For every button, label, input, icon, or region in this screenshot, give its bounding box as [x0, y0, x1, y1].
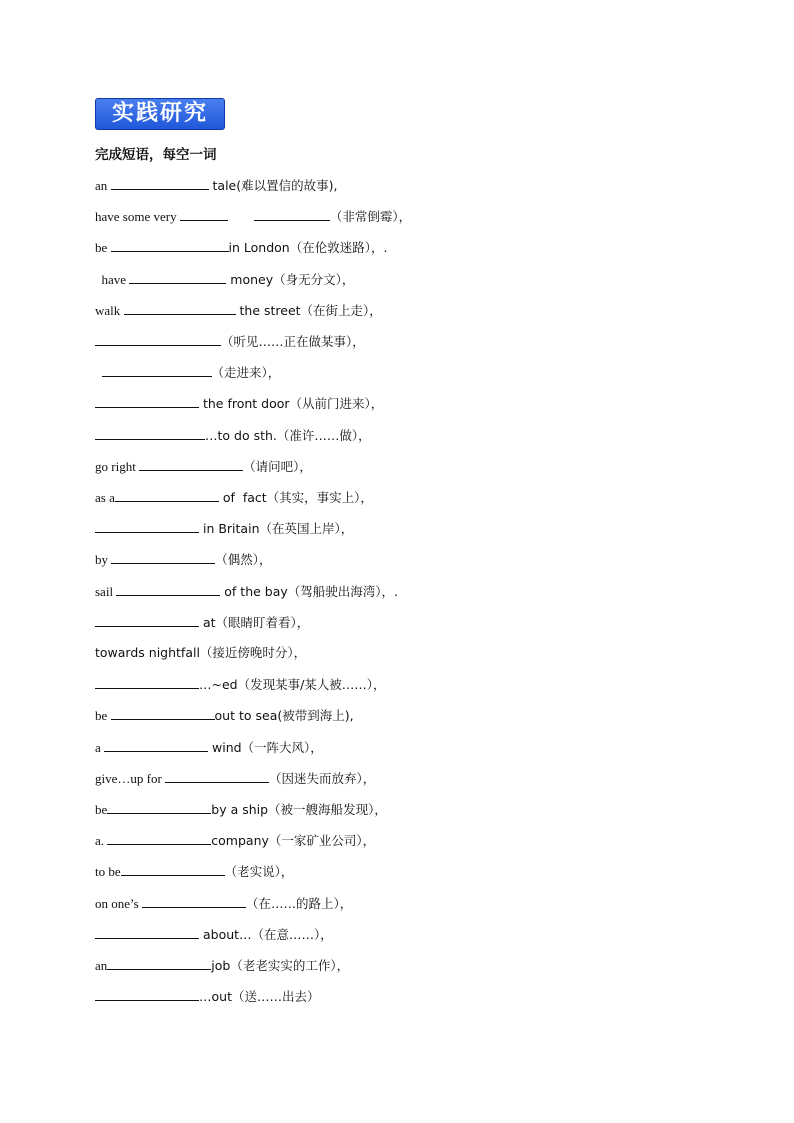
answer-blank[interactable] [95, 332, 221, 346]
answer-blank[interactable] [116, 582, 220, 596]
answer-blank[interactable] [107, 800, 211, 814]
phrase-text: wind（一阵大风）， [208, 739, 323, 755]
answer-blank[interactable] [95, 394, 199, 408]
phrase-text: （请问吧）， [243, 458, 312, 474]
answer-blank[interactable] [107, 956, 211, 970]
answer-blank[interactable] [254, 207, 330, 221]
phrase-text: towards nightfall（接近傍晚时分）， [95, 645, 307, 660]
phrase-text: a. [95, 833, 108, 849]
exercise-line [95, 176, 337, 194]
exercise-line [95, 207, 411, 225]
exercise-line [95, 800, 387, 818]
phrase-text [228, 208, 254, 226]
phrase-text: in London（在伦敦迷路），. [228, 240, 388, 256]
exercise-line [95, 831, 375, 849]
exercise-line [95, 332, 365, 350]
answer-blank[interactable] [115, 488, 219, 502]
phrase-text: …~ed（发现某事/某人被……）， [199, 677, 386, 693]
phrase-text: of fact（其实，事实上）， [218, 490, 373, 505]
exercise-line [95, 644, 306, 662]
phrase-text: have [95, 271, 130, 287]
exercise-line [95, 987, 319, 1005]
phrase-text: of the bay（驾船驶出海湾），. [220, 583, 399, 599]
answer-blank[interactable] [111, 550, 215, 564]
phrase-text: （走进来）， [211, 365, 281, 381]
section-badge: 实践研究 [95, 98, 225, 130]
exercise-line [95, 457, 312, 475]
phrase-text: （偶然）， [215, 552, 272, 568]
exercise-line [95, 394, 383, 412]
phrase-text: （听见……正在做某事）， [221, 334, 365, 349]
phrase-text: in Britain（在英国上岸）， [199, 521, 354, 537]
phrase-text: a [95, 739, 105, 755]
exercise-line [95, 769, 375, 787]
phrase-text: walk [95, 302, 124, 318]
answer-blank[interactable] [95, 925, 199, 939]
answer-blank[interactable] [139, 457, 243, 471]
phrase-text: an [95, 958, 108, 973]
phrase-text: be [95, 708, 111, 724]
exercise-line [95, 426, 371, 444]
phrase-text: an [95, 178, 111, 193]
exercise-line [95, 301, 382, 319]
exercise-line [95, 956, 349, 974]
phrase-text: be [95, 802, 108, 817]
exercise-line [95, 613, 309, 631]
exercise-line [95, 550, 272, 568]
phrase-text: by a ship（被一艘海船发现）， [211, 802, 387, 817]
phrase-text: out to sea(被带到海上), [214, 708, 354, 724]
answer-blank[interactable] [111, 238, 229, 252]
exercise-line [95, 706, 354, 724]
answer-blank[interactable] [180, 207, 228, 221]
phrase-text: the street（在街上走）， [235, 302, 382, 318]
exercise-line [95, 862, 293, 880]
phrase-text: have some very [95, 209, 180, 225]
phrase-text: money（身无分文）， [226, 271, 355, 287]
phrase-text: （在……的路上）， [245, 895, 353, 911]
exercise-line [95, 270, 354, 288]
answer-blank[interactable] [165, 769, 269, 783]
phrase-text: be [95, 240, 111, 256]
phrase-text: （老实说）， [224, 864, 294, 880]
exercise-line [95, 238, 387, 256]
phrase-text: to be [95, 864, 121, 880]
phrase-text: go right [95, 458, 140, 474]
answer-blank[interactable] [142, 894, 246, 908]
exercise-line [95, 519, 353, 537]
exercise-line [95, 675, 386, 693]
phrase-text: the front door（从前门进来）， [199, 396, 384, 412]
phrase-text: on one’s [95, 895, 142, 911]
answer-blank[interactable] [95, 675, 199, 689]
answer-blank[interactable] [107, 831, 211, 845]
phrase-text: as a [95, 490, 115, 505]
answer-blank[interactable] [111, 176, 209, 190]
exercise-line [95, 363, 280, 381]
answer-blank[interactable] [95, 426, 205, 440]
phrase-text: tale(难以置信的故事), [208, 178, 338, 193]
answer-blank[interactable] [95, 519, 199, 533]
answer-blank[interactable] [121, 862, 225, 876]
phrase-text: company（一家矿业公司）， [211, 833, 376, 849]
answer-blank[interactable] [129, 270, 226, 284]
phrase-text: job（老老实实的工作）， [211, 958, 350, 973]
phrase-text: at（眼睛盯着看）， [199, 614, 310, 630]
phrase-text: （因迷失而放弃）， [269, 770, 376, 786]
answer-blank[interactable] [95, 987, 199, 1001]
answer-blank[interactable] [104, 738, 208, 752]
exercise-line [95, 738, 323, 756]
answer-blank[interactable] [111, 706, 215, 720]
answer-blank[interactable] [95, 613, 199, 627]
exercise-line [95, 582, 398, 600]
answer-blank[interactable] [124, 301, 236, 315]
phrase-text: （非常倒霉）， [329, 209, 412, 225]
phrase-text: …to do sth.（准许……做）， [205, 427, 371, 443]
exercise-line [95, 894, 352, 912]
answer-blank[interactable] [102, 363, 212, 377]
exercise-line [95, 488, 373, 506]
exercise-line [95, 925, 333, 943]
instruction-heading: 完成短语，每空一词 [95, 147, 217, 163]
phrase-text: sail [95, 583, 117, 599]
phrase-text: about…（在意……）， [199, 926, 333, 942]
phrase-text: …out（送……出去） [199, 989, 320, 1005]
phrase-text: give…up for [95, 770, 166, 786]
phrase-text: by [95, 552, 112, 568]
